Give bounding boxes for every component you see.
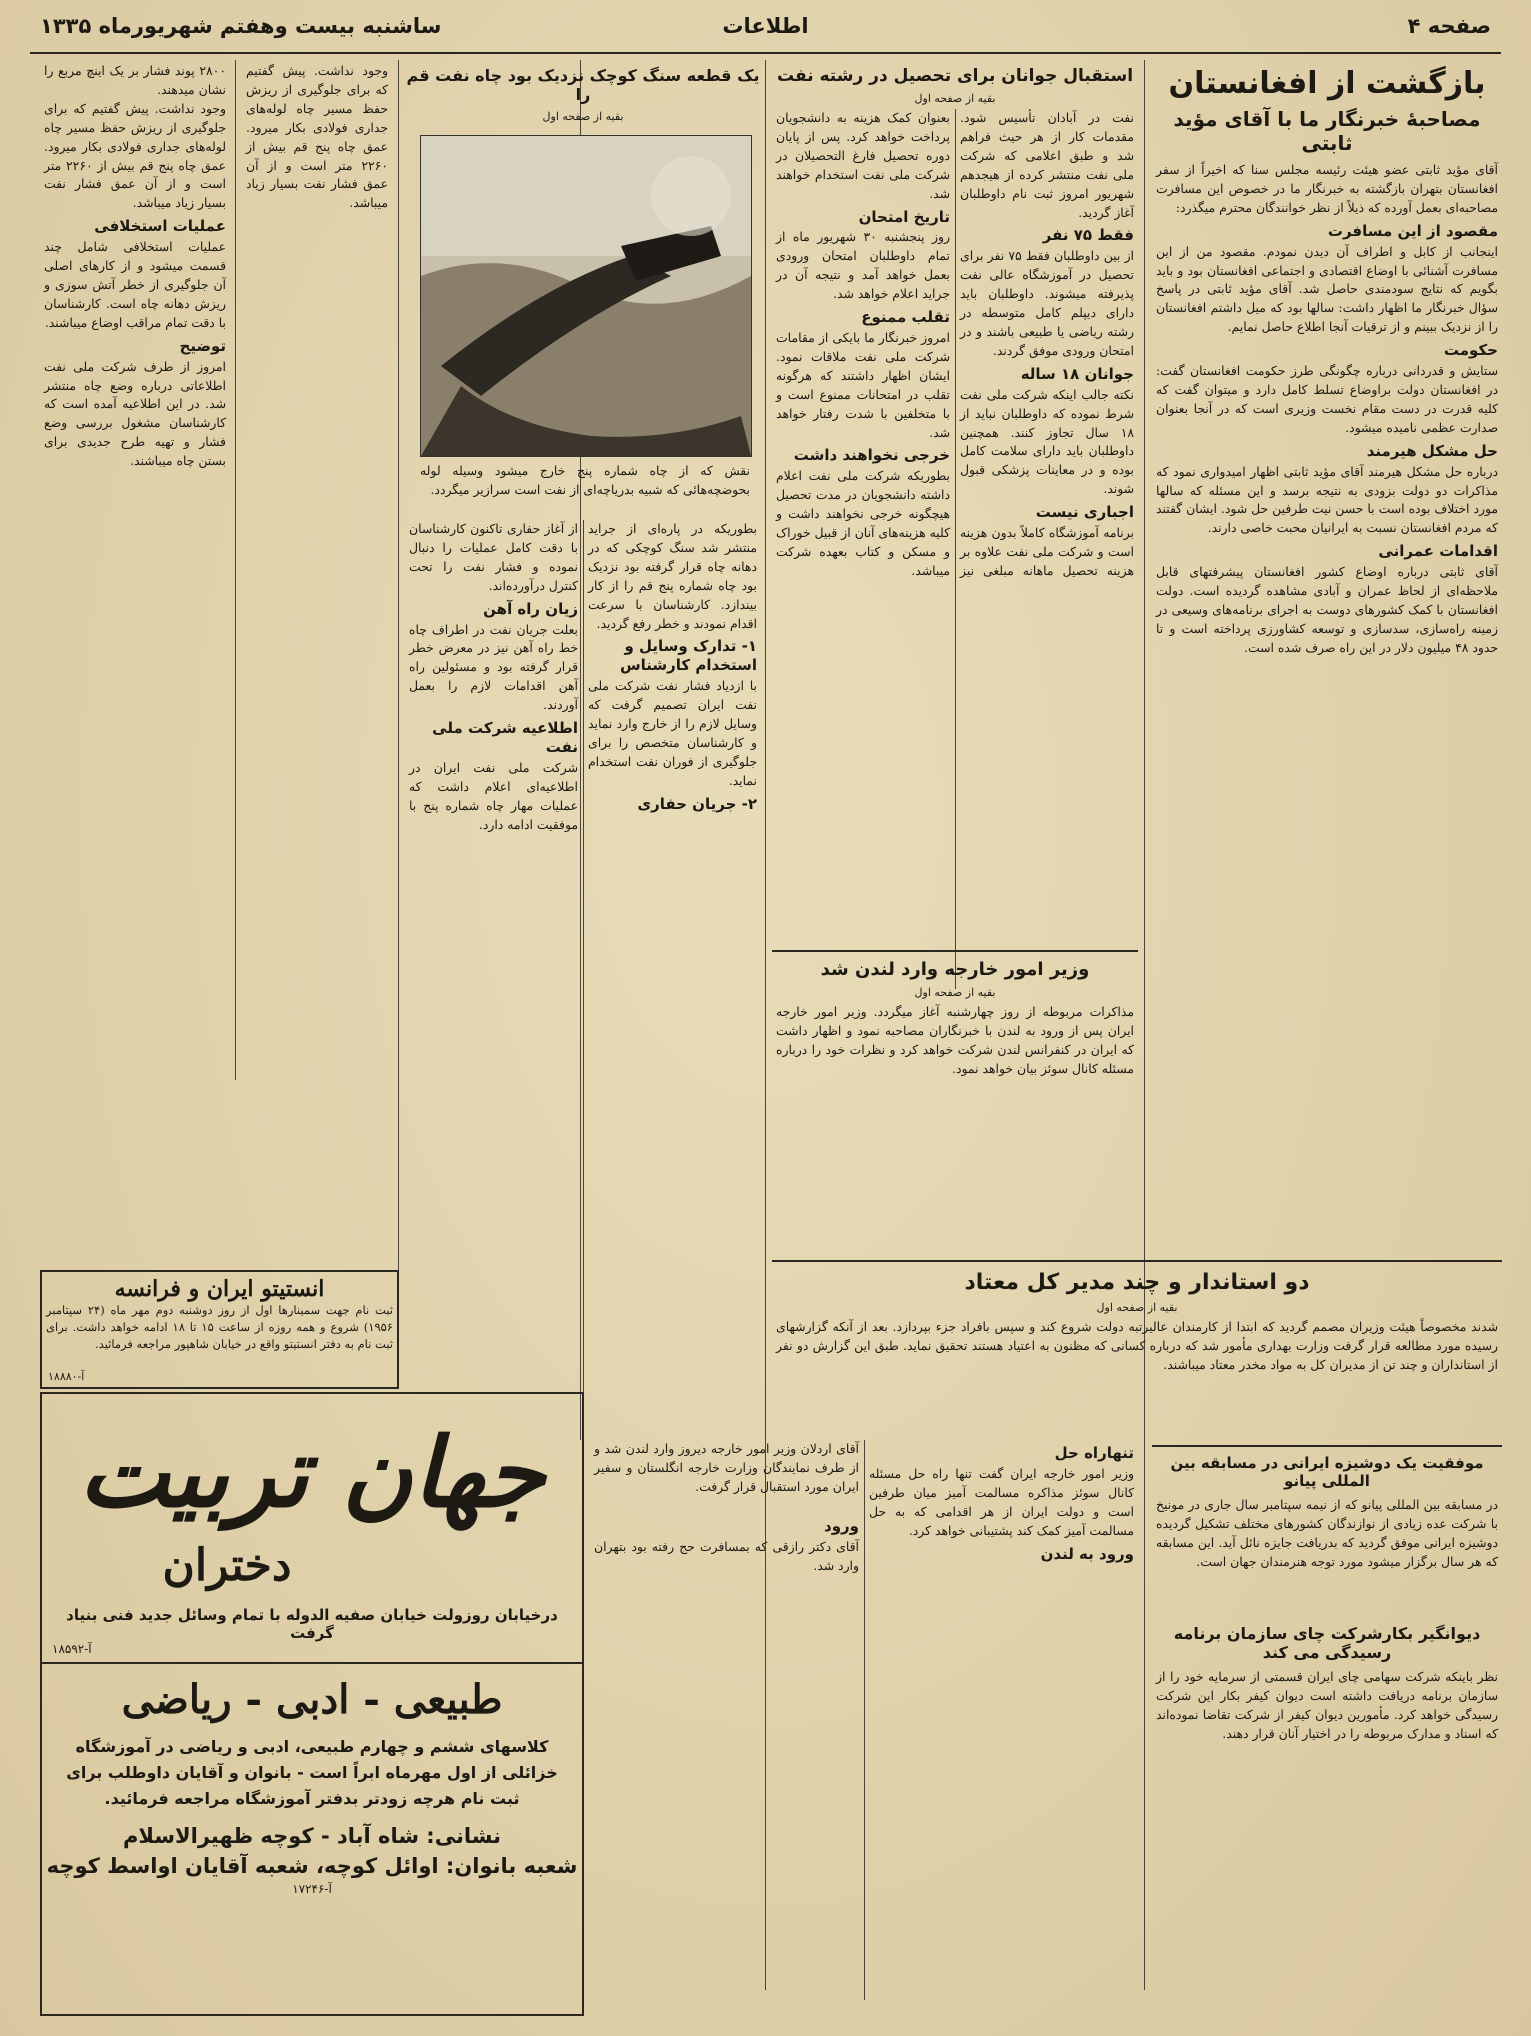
col4-section-text: امروز از طرف شرکت ملی نفت اطلاعاتی درباره وضع چاه منتشر شد. در این اطلاعیه آمده است که کارشناسان مشغول بررسی وضع فشار و تهیه طرح جدیدی برای بستن چاه میباشند. bbox=[44, 358, 226, 469]
tea-article bbox=[1152, 1620, 1502, 1798]
school-ad bbox=[40, 1392, 584, 2016]
afghanistan-subtitle: مصاحبهٔ خبرنگار ما با آقای مؤید ثابتی bbox=[1173, 107, 1481, 155]
foreign-minister-body bbox=[772, 1003, 1138, 1273]
oilwell-title: یک قطعه سنگ کوچک نزدیک بود چاه نفت قم را bbox=[406, 66, 760, 104]
foreign-minister-section-text: آقای اردلان وزیر امور خارجه دیروز وارد لندن شد و از طرف نمایندگان وزارت خارجه انگلستان و سفیر ایران مورد استقبال قرار گرفت. bbox=[594, 1441, 859, 1494]
oilwell-section-head: زیان راه آهن bbox=[483, 599, 578, 618]
foreign-minister-text: مذاکرات مربوطه از روز چهارشنبه آغاز میگردد. وزیر امور خارجه ایران پس از ورود به لندن با خبرنگاران مصاحبه نمود و اظهار داشت که ایران در کنفرانس لندن شرکت خواهد کرد و نظرات خود را درباره مسئله کانال سوئز بیان خواهد نمود. bbox=[776, 1004, 1134, 1076]
col4-text: وجود نداشت. پیش گفتیم که برای جلوگیری از ریزش حفظ مسیر چاه لوله‌های جداری فولادی بکار میرود. عمق چاه پنج قم بیش از ۲۲۶۰ متر است و از آن عمق فشار نفت بسیار زیاد میباشد. bbox=[44, 100, 226, 211]
afghanistan-section-text: درباره حل مشکل هیرمند آقای مؤید ثابتی اظهار امیدواری نمود که مذاکرات دو دولت بزودی به نتیجه برسد و این مسئله که سالها مورد اختلاف بوده است با حسن نیت طرفین حل شود. ایشان گفتند که مردم افغانستان نسبت به ایرانیان محبت خاصی دارند. bbox=[1156, 463, 1498, 536]
school-ad-subtitle: دختران bbox=[162, 1540, 292, 1591]
school-ad-address: درخیابان روزولت خیابان صفیه الدوله با تمام وسائل جدید فنی بنیاد گرفت bbox=[66, 1606, 558, 1642]
school-ad-desc: کلاسهای ششم و چهارم طبیعی، ادبی و ریاضی در آموزشگاه خزائلی از اول مهرماه ابراً است - بانوان و آقایان داوطلب برای ثبت نام هرچه زودتر بدفتر آموزشگاه مراجعه فرمائید. bbox=[66, 1737, 558, 1808]
youth-lead: نفت در آبادان تأسیس شود. مقدمات کار از هر حیث فراهم شد و طبق اعلامی که شرکت ملی نفت منتشر کرده از هیجدهم شهریور امروز ثبت نام داوطلبان آغاز گردید. bbox=[960, 110, 1134, 220]
foreign-minister-section-text: وزیر امور خارجه ایران گفت تنها راه حل مسئله کانال سوئز مذاکره مسالمت آمیز میان طرفین است و دولت ایران از هر اقدامی که به حل مسالمت آمیز کمک کند پشتیبانی خواهد کرد. bbox=[869, 1465, 1134, 1538]
oilwell-body bbox=[405, 520, 761, 1400]
oilwell-caption: نقش که از چاه شماره پنج خارج میشود وسیله لوله بحوضچه‌هائی که شبیه بدریاچه‌ای از نفت است سرازیر میگردد. bbox=[420, 463, 750, 497]
governor-continued: بقیه از صفحه اول bbox=[1096, 1301, 1178, 1314]
governor-body: شدند مخصوصاً هیئت وزیران مصمم گردید که ابتدا از کارمندان عالیرتبه دولت شروع کند و سپس بافراد جزء بپردازد. بعد از آنکه گزارشهای رسیده مورد مطالعه قرار گرفت وزارت بهداری مأمور شد که درباره کسانی که مظنون به اعتیاد هستند تحقیق نماید. طبق این گزارش دو نفر از استانداران و چند تن از مدیران کل به مواد مخدر معتاد میباشند. bbox=[776, 1319, 1498, 1372]
youth-section-head: تقلب ممنوع bbox=[861, 308, 950, 327]
foreign-minister-continuation bbox=[590, 1440, 1138, 2000]
afghanistan-section-head: مقصود از این مسافرت bbox=[1327, 221, 1498, 240]
institute-ad-title: انستیتو ایران و فرانسه bbox=[114, 1276, 325, 1302]
column-divider bbox=[398, 60, 399, 1325]
foreign-minister-sections bbox=[590, 1440, 1138, 2000]
tea-body: نظر باینکه شرکت سهامی چای ایران قسمتی از سرمایه خود را از سازمان برنامه دریافت داشته است دیوان کیفر بکار این شرکت رسیدگی خواهد کرد. مأمورین دیوان کیفر از شرکت تقاضا نموده‌اند که اسناد و مدارک مربوطه را در اختیار آنان قرار دهند. bbox=[1156, 1669, 1498, 1741]
school-ad-address2: نشانی: شاه آباد - کوچه ظهیرالاسلام bbox=[123, 1824, 501, 1848]
foreign-minister-continued: بقیه از صفحه اول bbox=[914, 986, 996, 999]
column-divider bbox=[235, 60, 236, 1080]
oilwell-section-head: ۱- تدارک وسایل و استخدام کارشناس bbox=[619, 637, 757, 675]
afghanistan-section-text: ستایش و قدردانی درباره چگونگی طرز حکومت افغانستان گفت: در افغانستان دولت براوضاع تسلط کامل دارد و میتوان گفت که کلیه قدرت در دست مقام نخست وزیری است که در آنجا بعنوان صدارت عظمی نامیده میشود. bbox=[1156, 363, 1498, 435]
afghanistan-section-head: حکومت bbox=[1443, 341, 1498, 360]
col4-section-head: توضیح bbox=[179, 336, 226, 355]
institute-ad-code: آ-۱۸۸۸۰ bbox=[48, 1370, 85, 1383]
governor-article bbox=[772, 1266, 1502, 1458]
col4-section-text: عملیات استخلافی شامل چند قسمت میشود و از کارهای اصلی آن جلوگیری از خطر آتش سوزی و ریزش دهانه چاه است. کارشناسان با دقت تمام مراقب اوضاع میباشند. bbox=[44, 239, 226, 330]
paper-name: اطلاعات bbox=[722, 14, 809, 38]
oilwell-section-head: ۲- جریان حفاری bbox=[637, 794, 757, 813]
foreign-minister-section-head: ورود bbox=[824, 1516, 859, 1535]
youth-section-text: نکته جالب اینکه شرکت ملی نفت شرط نموده که داوطلبان نباید از ۱۸ سال تجاوز کنند. همچنین داوطلبان باید دارای سلامت کامل بوده و در معاینات پزشکی قبول شوند. bbox=[960, 386, 1134, 497]
oilwell-section-head: اطلاعیه شرکت ملی نفت bbox=[432, 719, 578, 756]
oilwell-section-text: شرکت ملی نفت ایران در اطلاعیه‌ای اعلام داشت که عملیات مهار چاه شماره پنج با موفقیت ادامه دارد. bbox=[409, 759, 578, 832]
col4-section-head: عملیات استخلافی bbox=[94, 217, 226, 236]
youth-section-head: فقط ۷۵ نفر bbox=[1042, 226, 1134, 245]
afghanistan-section-text: اینجانب از کابل و اطراف آن دیدن نمودم. مقصود من از این مسافرت آشنائی با اوضاع اقتصادی و اجتماعی افغانستان بود و باید بگویم که نتایج سودمندی حاصل شد. آقای مؤید ثابتی در پاسخ سؤال خبرنگار ما اظهار داشت: سالها بود که میل داشتم افغانستان را از نزدیک ببینم و از ترقیات آنجا اطلاع حاصل نمایم. bbox=[1156, 243, 1498, 335]
afghanistan-body bbox=[1152, 161, 1502, 1256]
school-ad-branch: شعبه بانوان: اوائل کوچه، شعبه آقایان اواسط کوچه bbox=[46, 1854, 578, 1878]
piano-article bbox=[1152, 1450, 1502, 1631]
youth-section-text: از بین داوطلبان فقط ۷۵ نفر برای تحصیل در آموزشگاه عالی نفت پذیرفته میشوند. داوطلبان باید دارای دیپلم کامل متوسطه در رشته ریاضی یا طبیعی باشند و در امتحان ورودی موفق گردند. bbox=[960, 248, 1134, 358]
youth-body bbox=[772, 109, 1138, 989]
afghanistan-section-text: آقای ثابتی درباره اوضاع کشور افغانستان پیشرفتهای قابل ملاحظه‌ای از لحاظ عمران و آبادی مشاهده گردیده است. دولت افغانستان با کمک کشورهای دوست به اجرای برنامه‌های وسیعی در زمینه راه‌سازی، سدسازی و توسعه کشاورزی پرداخته است و تا حدود ۴۸ میلیون دلار در این راه صرف شده است. bbox=[1156, 564, 1498, 655]
col4-body bbox=[40, 62, 230, 1072]
foreign-minister-section-head: تنهاراه حل bbox=[1054, 1444, 1134, 1462]
youth-section-text: امروز خبرنگار ما بایکی از مقامات شرکت ملی نفت ملاقات نمود. ایشان اظهار داشتند که هرگونه تقلب در امتحانات ممنوع است و با متخلفین با شدت رفتار خواهد شد. bbox=[776, 329, 950, 440]
school-ad-rule bbox=[42, 1662, 582, 1664]
header-rule bbox=[30, 52, 1501, 54]
youth-section-text: برنامه آموزشگاه کاملاً بدون هزینه است و شرکت ملی نفت علاوه بر هزینه تحصیل ماهانه مبلغی نیز بعنوان کمک هزینه به دانشجویان پرداخت خواهد کرد. پس از پایان دوره تحصیل فارغ التحصیلان در شرکت ملی نفت استخدام خواهند شد. bbox=[776, 110, 1134, 578]
youth-section-head: خرجی نخواهند داشت bbox=[793, 446, 950, 465]
col4-article bbox=[40, 62, 230, 1092]
section-rule bbox=[772, 950, 1138, 952]
youth-section-head: اجباری نیست bbox=[1035, 503, 1134, 522]
youth-section-text: روز پنجشنبه ۳۰ شهریور ماه از تمام داوطلبان امتحان ورودی بعمل خواهد آمد و نتیجه آن در جراید اعلام خواهد شد. bbox=[776, 229, 950, 302]
school-ad-code2: آ-۱۷۲۴۶ bbox=[292, 1882, 332, 1896]
oilwell-photo bbox=[420, 135, 752, 457]
oilwell-continued: بقیه از صفحه اول bbox=[542, 110, 624, 123]
afghanistan-section-head: حل مشکل هیرمند bbox=[1366, 441, 1498, 460]
institute-ad-body: ثبت نام جهت سمینارها اول از روز دوشنبه دوم مهر ماه (۲۴ سپتامبر ۱۹۵۶) شروع و همه روزه از ساعت ۱۵ تا ۱۸ ادامه خواهد داشت. برای ثبت نام به دفتر انستیتو واقع در خیابان شاهپور مراجعه فرمائید. bbox=[46, 1303, 393, 1351]
afghanistan-section-head: اقدامات عمرانی bbox=[1378, 542, 1498, 561]
school-ad-code: آ-۱۸۵۹۲ bbox=[52, 1642, 92, 1656]
oilwell-body-wrap bbox=[405, 520, 761, 1400]
col4b-article bbox=[242, 62, 392, 1092]
oilwell-section-text: بعلت جریان نفت در اطراف چاه خط راه آهن نیز در معرض خطر قرار گرفته بود و مسئولین راه آهن اقدامات لازم را بعمل آوردند. bbox=[409, 621, 578, 713]
youth-article bbox=[772, 62, 1138, 1022]
youth-section-head: تاریخ امتحان bbox=[858, 207, 950, 226]
col4-top: ۲۸۰۰ پوند فشار بر یک اینچ مربع را نشان میدهند. bbox=[44, 63, 226, 97]
afghanistan-intro: آقای مؤید ثابتی عضو هیئت رئیسه مجلس سنا که اخیراً از سفر افغانستان بتهران بازگشته به خبرنگار ما در خصوص این مسافرت مصاحبه‌ای بعمل آورده که ذیلاً از نظر خوانندگان محترم میگذرد: bbox=[1156, 162, 1498, 215]
foreign-minister-section-head: ورود به لندن bbox=[1040, 1544, 1134, 1563]
institute-ad bbox=[40, 1270, 399, 1389]
foreign-minister-title: وزیر امور خارجه وارد لندن شد bbox=[820, 959, 1090, 980]
school-ad-title: جهان تربیت bbox=[78, 1416, 546, 1529]
youth-continued: بقیه از صفحه اول bbox=[914, 92, 996, 105]
oilwell-lead: بطوریکه در پاره‌ای از جراید منتشر شد سنگ کوچکی که در دهانه چاه قرار گرفته بود نزدیک بود چاه شماره پنج قم را از کار بیندازد. کارشناسان با سرعت اقدام نمودند و خطر رفع گردید. bbox=[588, 521, 757, 631]
youth-section-text: بطوریکه شرکت ملی نفت اعلام داشته دانشجویان در مدت تحصیل هیچگونه خرجی نخواهند داشت و کلیه هزینه‌های آنان از قبیل خوراک و مسکن و کتاب بعهده شرکت میباشد. bbox=[776, 468, 950, 578]
youth-title: استقبال جوانان برای تحصیل در رشته نفت bbox=[776, 66, 1134, 86]
date-line: ساشنبه بیست وهفتم شهریورماه ۱۳۳۵ bbox=[40, 14, 442, 38]
piano-body: در مسابقه بین المللی پیانو که از نیمه سپتامبر سال جاری در مونیخ با شرکت عده زیادی از نوازندگان کشورهای مختلف تشکیل گردیده دوشیزه ایرانی موفق گردید که بدریافت جایزه نائل آید. این مسابقه که هر سال برگزار میشود مورد توجه هنرمندان جهان است. bbox=[1156, 1497, 1498, 1569]
piano-title: موفقیت یک دوشیزه ایرانی در مسابقه بین المللی پیانو bbox=[1170, 1454, 1484, 1490]
afghanistan-title: بازگشت از افغانستان bbox=[1168, 66, 1486, 101]
youth-section-head: جوانان ۱۸ ساله bbox=[1020, 364, 1134, 383]
school-ad-fields: طبیعی - ادبی - ریاضی bbox=[121, 1676, 503, 1723]
col4b-body: وجود نداشت. پیش گفتیم که برای جلوگیری از ریزش حفظ مسیر چاه لوله‌های جداری فولادی بکار میرود. عمق چاه پنج قم بیش از ۲۲۶۰ متر است و از آن عمق فشار نفت بسیار زیاد میباشد. bbox=[246, 63, 388, 211]
tea-title: دیوانگیر بکارشرکت چای سازمان برنامه رسیدگی می کند bbox=[1173, 1624, 1481, 1662]
foreign-minister-section-text: آقای دکتر رازقی که بمسافرت حج رفته بود بتهران وارد شد. bbox=[594, 1538, 859, 1573]
governor-title: دو استاندار و چند مدیر کل معتاد bbox=[964, 1270, 1310, 1295]
foreign-minister-article bbox=[772, 955, 1138, 1273]
page-number: صفحه ۴ bbox=[1407, 14, 1491, 38]
column-divider bbox=[1144, 60, 1145, 1990]
oil-pipe-image bbox=[421, 136, 751, 456]
oilwell-section-text: با ازدیاد فشار نفت شرکت ملی نفت ایران تصمیم گرفت که وسایل لازم را از خارج وارد نماید و کارشناسان متخصص را برای جلوگیری از فوران نفت استخدام نماید. bbox=[588, 678, 757, 788]
section-rule bbox=[1152, 1445, 1502, 1447]
oilwell-section-text: از آغاز حفاری تاکنون کارشناسان با دقت کامل عملیات را دنبال نموده و فشار نفت را تحت کنترل درآورده‌اند. bbox=[409, 521, 578, 593]
